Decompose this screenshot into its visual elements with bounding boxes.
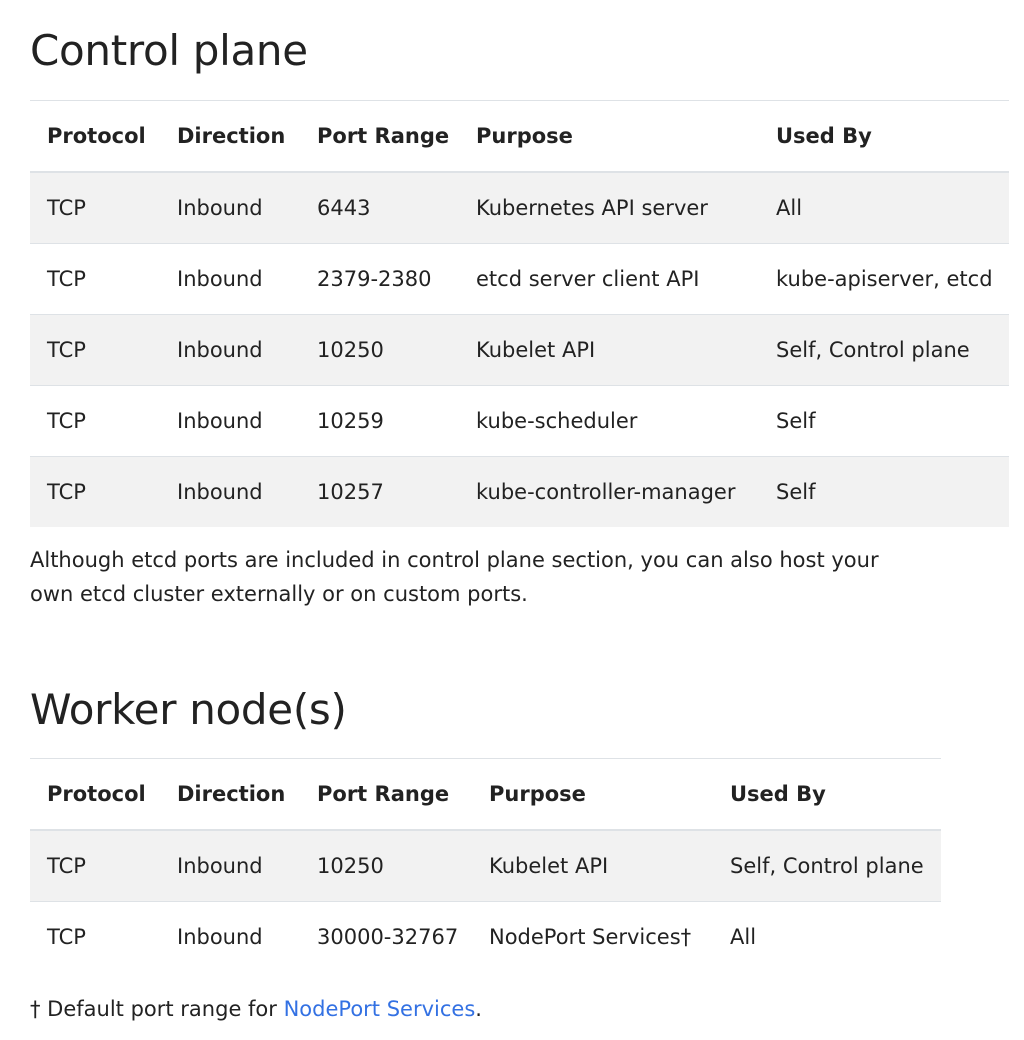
cell-direction: Inbound [177, 925, 263, 949]
cell-protocol: TCP [47, 854, 86, 878]
cell-port-range: 30000-32767 [317, 925, 459, 949]
cell-direction: Inbound [177, 409, 263, 433]
column-header-port-range: Port Range [317, 124, 450, 148]
cell-used-by: Self [776, 480, 816, 504]
cell-direction: Inbound [177, 267, 263, 291]
table-row [30, 830, 941, 902]
table-row [30, 902, 941, 973]
worker-nodes-ports-table [30, 758, 941, 972]
cell-direction: Inbound [177, 854, 263, 878]
nodeport-services-link[interactable]: NodePort Services [283, 997, 476, 1021]
column-header-direction: Direction [177, 124, 286, 148]
cell-purpose: Kubelet API [489, 854, 609, 878]
cell-purpose: Kubernetes API server [476, 196, 708, 220]
column-header-protocol: Protocol [47, 124, 146, 148]
table-row [30, 244, 1009, 315]
etcd-note: Although etcd ports are included in control plane section, you can also host your own etcd cluster externally or on custom ports. [30, 548, 879, 606]
cell-purpose: kube-scheduler [476, 409, 638, 433]
cell-port-range: 2379-2380 [317, 267, 432, 291]
cell-protocol: TCP [47, 338, 86, 362]
column-header-direction: Direction [177, 782, 286, 806]
table-header [30, 101, 1009, 173]
footnote-text: † Default port range for [30, 997, 284, 1021]
table-row [30, 315, 1009, 386]
cell-purpose: Kubelet API [476, 338, 596, 362]
cell-purpose: kube-controller-manager [476, 480, 736, 504]
cell-port-range: 10250 [317, 854, 384, 878]
cell-used-by: kube-apiserver, etcd [776, 267, 993, 291]
cell-protocol: TCP [47, 267, 86, 291]
column-header-used-by: Used By [730, 782, 826, 806]
cell-used-by: Self [776, 409, 816, 433]
cell-port-range: 10259 [317, 409, 384, 433]
cell-used-by: Self, Control plane [730, 854, 924, 878]
control-plane-heading: Control plane [30, 26, 308, 75]
control-plane-ports-table [30, 100, 1009, 527]
cell-purpose: etcd server client API [476, 267, 700, 291]
worker-nodes-heading: Worker node(s) [30, 685, 347, 734]
column-header-port-range: Port Range [317, 782, 450, 806]
cell-protocol: TCP [47, 196, 86, 220]
cell-protocol: TCP [47, 480, 86, 504]
table-body [30, 830, 941, 972]
column-header-used-by: Used By [776, 124, 872, 148]
cell-direction: Inbound [177, 196, 263, 220]
cell-protocol: TCP [47, 409, 86, 433]
table-row [30, 172, 1009, 244]
table-header [30, 759, 941, 831]
cell-port-range: 10257 [317, 480, 384, 504]
table-row [30, 386, 1009, 457]
column-header-purpose: Purpose [476, 124, 573, 148]
column-header-protocol: Protocol [47, 782, 146, 806]
cell-purpose: NodePort Services† [489, 925, 692, 949]
cell-port-range: 10250 [317, 338, 384, 362]
cell-used-by: All [730, 925, 757, 949]
footnote-period: . [475, 997, 482, 1021]
table-row [30, 457, 1009, 528]
header-row [30, 759, 941, 831]
cell-protocol: TCP [47, 925, 86, 949]
cell-used-by: Self, Control plane [776, 338, 970, 362]
nodeport-footnote [30, 992, 930, 1026]
header-row [30, 101, 1009, 173]
column-header-purpose: Purpose [489, 782, 586, 806]
cell-direction: Inbound [177, 338, 263, 362]
cell-direction: Inbound [177, 480, 263, 504]
cell-port-range: 6443 [317, 196, 371, 220]
table-body [30, 172, 1009, 527]
cell-used-by: All [776, 196, 803, 220]
